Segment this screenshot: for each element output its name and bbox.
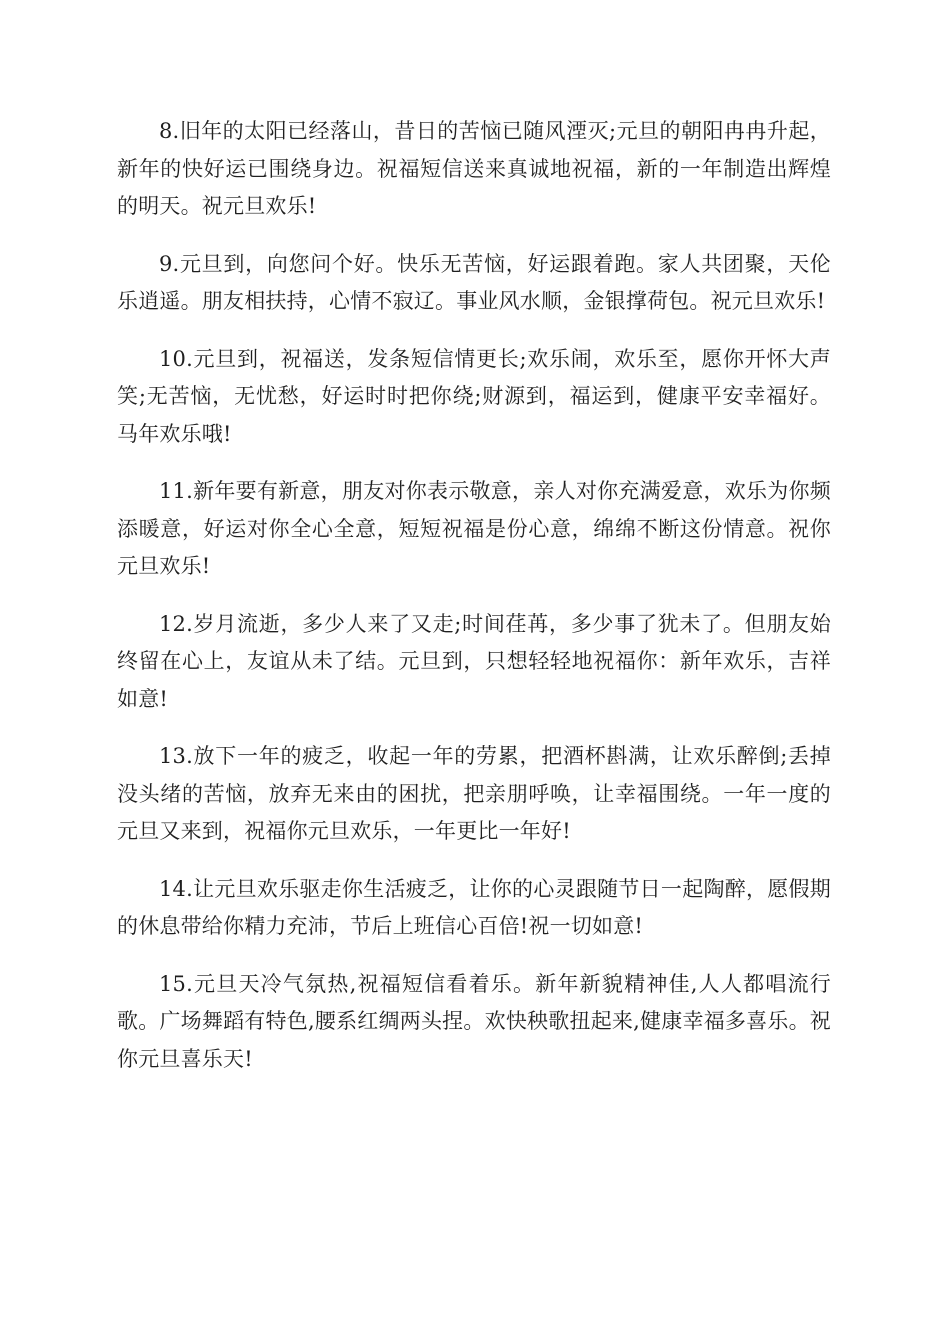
paragraph-8: 8.旧年的太阳已经落山，昔日的苦恼已随风湮灭;元旦的朝阳冉冉升起，新年的快好运已围绕身边。祝福短信送来真诚地祝福，新的一年制造出辉煌的明天。祝元旦欢乐! xyxy=(117,119,831,218)
paragraph-14: 14.让元旦欢乐驱走你生活疲乏，让你的心灵跟随节日一起陶醉，愿假期的休息带给你精力充沛，节后上班信心百倍!祝一切如意! xyxy=(117,876,831,938)
document-body xyxy=(117,113,831,1098)
paragraph-11: 11.新年要有新意，朋友对你表示敬意，亲人对你充满爱意，欢乐为你频添暖意，好运对你全心全意，短短祝福是份心意，绵绵不断这份情意。祝你元旦欢乐! xyxy=(117,479,831,578)
paragraph-13: 13.放下一年的疲乏，收起一年的劳累，把酒杯斟满，让欢乐醉倒;丢掉没头绪的苦恼，放弃无来由的困扰，把亲朋呼唤，让幸福围绕。一年一度的元旦又来到，祝福你元旦欢乐，一年更比一年好! xyxy=(117,744,831,843)
paragraph-12: 12.岁月流逝，多少人来了又走;时间荏苒，多少事了犹未了。但朋友始终留在心上，友谊从未了结。元旦到，只想轻轻地祝福你：新年欢乐，吉祥如意! xyxy=(117,611,831,711)
paragraph-10: 10.元旦到，祝福送，发条短信情更长;欢乐闹，欢乐至，愿你开怀大声笑;无苦恼，无忧愁，好运时时把你绕;财源到，福运到，健康平安幸福好。马年欢乐哦! xyxy=(117,346,831,446)
paragraph-9: 9.元旦到，向您问个好。快乐无苦恼，好运跟着跑。家人共团聚，天伦乐逍遥。朋友相扶持，心情不寂辽。事业风水顺，金银撑荷包。祝元旦欢乐! xyxy=(117,251,831,313)
paragraph-15: 15.元旦天冷气氛热,祝福短信看着乐。新年新貌精神佳,人人都唱流行歌。广场舞蹈有特色,腰系红绸两头捏。欢快秧歌扭起来,健康幸福多喜乐。祝你元旦喜乐天! xyxy=(117,971,831,1071)
